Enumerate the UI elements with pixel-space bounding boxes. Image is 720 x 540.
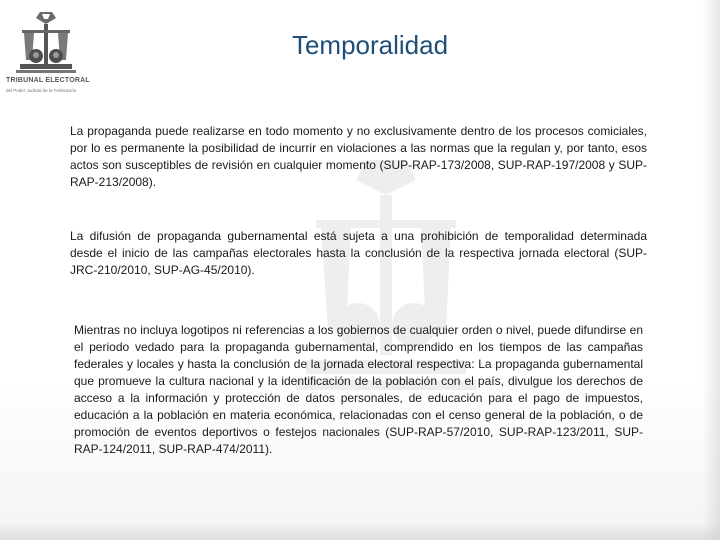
tribunal-electoral-seal-icon — [12, 8, 80, 76]
logo-name: TRIBUNAL ELECTORAL — [6, 77, 90, 84]
paragraph-exceptions: Mientras no incluya logotipos ni referencias a los gobiernos de cualquier orden o nivel, puede difundirse en el periodo vedado para la propaganda gubernamental, comprendido en los tiempos de las campañas federales y locales y hasta la conclusión de la jornada electoral respectiva: La propaganda gubernamental que promueve la cultura nacional y la identificación de la población con el país, divulgue los derechos de acceso a la información y protección de datos personales, de educación para el pago de impuestos, educación a la población en materia económica, relacionadas con el censo general de la población, o de promoción de eventos deportivos o festejos nacionales (SUP-RAP-57/2010, SUP-RAP-123/2011, SUP-RAP-124/2011, SUP-RAP-474/2011). — [74, 323, 643, 456]
slide-shadow-bottom — [0, 522, 720, 540]
paragraph-permanence: La propaganda puede realizarse en todo momento y no exclusivamente dentro de los procesos comiciales, por lo es permanente la posibilidad de incurrir en violaciones a las normas que la regulan y, por tanto, esos actos son susceptibles de revisión en cualquier momento (SUP-RAP-173/2008, SUP-RAP-197/2008 y SUP-RAP-213/2008). — [70, 124, 647, 189]
tribunal-logo — [6, 8, 90, 100]
page-title: Temporalidad — [291, 30, 449, 60]
logo-subtitle: del Poder Judicial de la Federación — [6, 88, 77, 93]
slide-shadow-right — [702, 0, 720, 540]
paragraph-prohibition: La difusión de propaganda gubernamental está sujeta a una prohibición de temporalidad determinada desde el inicio de las campañas electorales hasta la conclusión de la respectiva jornada electoral (SUP-JRC-210/2010, SUP-AG-45/2010). — [70, 229, 647, 277]
